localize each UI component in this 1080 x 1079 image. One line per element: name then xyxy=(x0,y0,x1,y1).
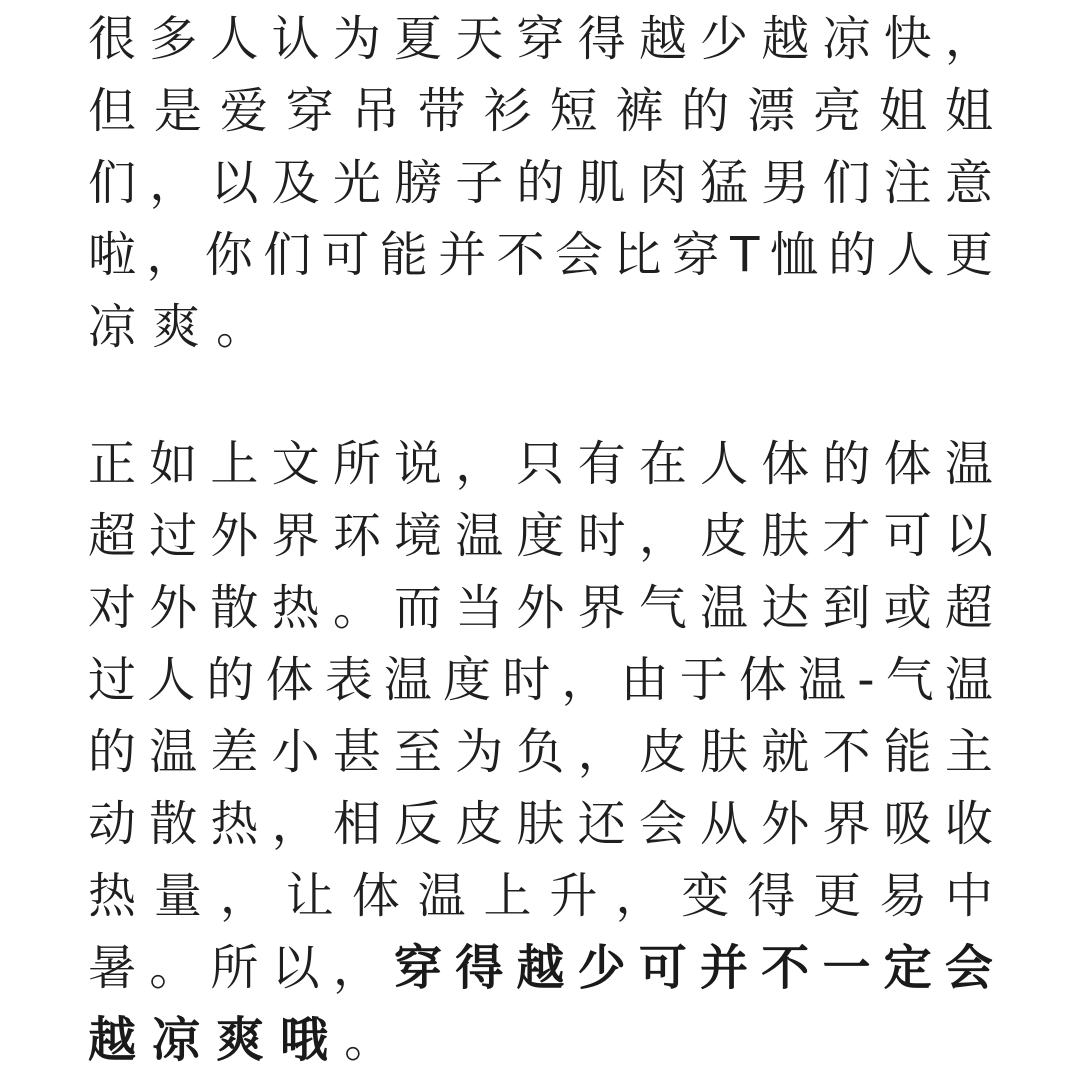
text-char: 易 xyxy=(879,868,928,924)
text-char: 让 xyxy=(285,868,334,924)
text-line xyxy=(88,1004,993,1076)
text-char: 上 xyxy=(210,436,259,492)
text-char: 穿 xyxy=(671,227,720,283)
text-char: 啦 xyxy=(88,227,137,283)
text-char: 注 xyxy=(883,155,932,211)
text-line xyxy=(88,500,993,572)
text-char: 穿 xyxy=(285,83,334,139)
text-char: 所 xyxy=(210,940,259,996)
text-char: ， xyxy=(455,436,504,492)
text-char: 热 xyxy=(271,580,320,636)
text-char: 穿 xyxy=(516,11,565,67)
text-char: 得 xyxy=(577,11,626,67)
text-line xyxy=(88,75,993,147)
text-char: 只 xyxy=(516,436,565,492)
text-char: 越 xyxy=(638,11,687,67)
text-char: 温 xyxy=(149,724,198,780)
text-char: ， xyxy=(577,724,626,780)
text-char: 温 xyxy=(700,580,749,636)
text-char: 时 xyxy=(577,508,626,564)
text-char: 达 xyxy=(761,580,810,636)
text-char: 认 xyxy=(271,11,320,67)
bold-text-char: 一 xyxy=(822,940,871,996)
text-char: 。 xyxy=(332,580,381,636)
text-char: 界 xyxy=(271,508,320,564)
text-char: 以 xyxy=(210,155,259,211)
text-char: 肤 xyxy=(761,508,810,564)
text-char: 会 xyxy=(555,227,604,283)
text-char: 热 xyxy=(210,796,259,852)
text-char: 温 xyxy=(944,652,993,708)
text-line xyxy=(88,860,993,932)
text-char: 越 xyxy=(761,11,810,67)
text-char: 猛 xyxy=(700,155,749,211)
text-char: 时 xyxy=(502,652,551,708)
text-char: 至 xyxy=(394,724,443,780)
text-char: 说 xyxy=(394,436,443,492)
text-char: 差 xyxy=(210,724,259,780)
text-char: 漂 xyxy=(747,83,796,139)
text-char: 人 xyxy=(886,227,935,283)
text-char: 很 xyxy=(88,11,137,67)
bold-text-char: 凉 xyxy=(152,1012,201,1068)
text-char: 姐 xyxy=(944,83,993,139)
text-char: 表 xyxy=(324,652,373,708)
text-char: 或 xyxy=(883,580,932,636)
text-char: ， xyxy=(149,155,198,211)
text-char: 人 xyxy=(147,652,196,708)
text-char: ， xyxy=(271,796,320,852)
text-char: 肤 xyxy=(700,724,749,780)
bold-text-char: 可 xyxy=(638,940,687,996)
text-char: 体 xyxy=(761,436,810,492)
text-char: 界 xyxy=(822,796,871,852)
text-char: 凉 xyxy=(88,299,137,355)
paragraph-2 xyxy=(88,428,993,1076)
text-char: 对 xyxy=(88,580,137,636)
text-char: 体 xyxy=(265,652,314,708)
text-char: 带 xyxy=(417,83,466,139)
text-char: 超 xyxy=(88,508,137,564)
text-char: 温 xyxy=(383,652,432,708)
text-char: 亮 xyxy=(813,83,862,139)
text-char: 中 xyxy=(944,868,993,924)
bold-text-char: 穿 xyxy=(394,940,443,996)
text-char: 多 xyxy=(149,11,198,67)
text-char: 意 xyxy=(944,155,993,211)
text-char: 而 xyxy=(394,580,443,636)
text-char: 。 xyxy=(344,1012,393,1068)
text-char: 相 xyxy=(332,796,381,852)
text-char: 反 xyxy=(394,796,443,852)
text-char: T xyxy=(730,227,760,283)
text-char: 不 xyxy=(496,227,545,283)
text-char: 气 xyxy=(638,580,687,636)
text-char: 们 xyxy=(88,155,137,211)
text-line xyxy=(88,3,993,75)
text-char: 有 xyxy=(577,436,626,492)
text-char: 男 xyxy=(761,155,810,211)
text-char: 暑 xyxy=(88,940,137,996)
text-line xyxy=(88,428,993,500)
text-char: 并 xyxy=(438,227,487,283)
bold-text-char: 会 xyxy=(944,940,993,996)
text-char: ， xyxy=(561,652,610,708)
text-char: 肤 xyxy=(516,796,565,852)
text-char: 爱 xyxy=(219,83,268,139)
text-char: 你 xyxy=(204,227,253,283)
text-char: 温 xyxy=(798,652,847,708)
text-char: 的 xyxy=(828,227,877,283)
text-char: 吸 xyxy=(883,796,932,852)
text-char: 度 xyxy=(516,508,565,564)
text-char: 正 xyxy=(88,436,137,492)
bold-text-char: 并 xyxy=(700,940,749,996)
text-char: 主 xyxy=(944,724,993,780)
text-char: 快 xyxy=(883,11,932,67)
text-char: 变 xyxy=(681,868,730,924)
text-char: 热 xyxy=(88,868,137,924)
text-char: 为 xyxy=(455,724,504,780)
text-char: 还 xyxy=(577,796,626,852)
text-line xyxy=(88,291,993,363)
text-char: 外 xyxy=(149,580,198,636)
text-char: 衫 xyxy=(483,83,532,139)
text-char: 短 xyxy=(549,83,598,139)
text-char: 裤 xyxy=(615,83,664,139)
text-char: 才 xyxy=(822,508,871,564)
text-char: 皮 xyxy=(455,796,504,852)
text-char: 超 xyxy=(944,580,993,636)
text-char: 膀 xyxy=(394,155,443,211)
bold-text-char: 越 xyxy=(516,940,565,996)
text-char: 外 xyxy=(516,580,565,636)
text-char: 不 xyxy=(822,724,871,780)
text-char: 收 xyxy=(944,796,993,852)
text-char: 如 xyxy=(149,436,198,492)
text-char: 外 xyxy=(210,508,259,564)
text-char: 就 xyxy=(761,724,810,780)
text-char: 温 xyxy=(944,436,993,492)
text-char: 界 xyxy=(577,580,626,636)
text-char: 上 xyxy=(483,868,532,924)
text-char: 。 xyxy=(216,299,265,355)
text-char: 的 xyxy=(822,436,871,492)
text-char: 以 xyxy=(271,940,320,996)
text-char: 体 xyxy=(351,868,400,924)
bold-text-char: 得 xyxy=(455,940,504,996)
text-char: 但 xyxy=(88,83,137,139)
text-char: 吊 xyxy=(351,83,400,139)
text-char: ， xyxy=(638,508,687,564)
text-char: 散 xyxy=(210,580,259,636)
text-char: 能 xyxy=(883,724,932,780)
text-char: 量 xyxy=(153,868,202,924)
text-char: 爽 xyxy=(152,299,201,355)
text-char: 会 xyxy=(638,796,687,852)
text-char: 散 xyxy=(149,796,198,852)
text-char: 更 xyxy=(944,227,993,283)
text-char: 在 xyxy=(638,436,687,492)
text-char: 文 xyxy=(271,436,320,492)
text-char: 小 xyxy=(271,724,320,780)
text-char: 肉 xyxy=(638,155,687,211)
bold-text-char: 少 xyxy=(577,940,626,996)
text-char: 天 xyxy=(455,11,504,67)
bold-text-char: 哦 xyxy=(280,1012,329,1068)
text-char: 为 xyxy=(332,11,381,67)
text-char: 负 xyxy=(516,724,565,780)
text-char: 肌 xyxy=(577,155,626,211)
paragraph-1 xyxy=(88,3,993,363)
text-char: 比 xyxy=(613,227,662,283)
text-char: 可 xyxy=(321,227,370,283)
text-line xyxy=(88,932,993,1004)
text-char: 以 xyxy=(944,508,993,564)
bold-text-char: 爽 xyxy=(216,1012,265,1068)
text-char: 于 xyxy=(679,652,728,708)
text-char: 甚 xyxy=(332,724,381,780)
text-char: ， xyxy=(146,227,195,283)
text-char: 的 xyxy=(681,83,730,139)
text-char: 气 xyxy=(885,652,934,708)
text-char: 们 xyxy=(263,227,312,283)
bold-text-char: 越 xyxy=(88,1012,137,1068)
text-char: 升 xyxy=(549,868,598,924)
text-char: 境 xyxy=(394,508,443,564)
text-line xyxy=(88,788,993,860)
text-char: ， xyxy=(219,868,268,924)
text-char: 可 xyxy=(883,508,932,564)
text-char: 的 xyxy=(206,652,255,708)
bold-text-char: 定 xyxy=(883,940,932,996)
text-char: 是 xyxy=(153,83,202,139)
text-line xyxy=(88,716,993,788)
text-char: 夏 xyxy=(394,11,443,67)
text-char: 动 xyxy=(88,796,137,852)
text-char: 温 xyxy=(417,868,466,924)
text-char: 体 xyxy=(883,436,932,492)
text-char: 环 xyxy=(332,508,381,564)
text-char: 由 xyxy=(620,652,669,708)
text-char: 光 xyxy=(332,155,381,211)
bold-text-char: 不 xyxy=(761,940,810,996)
text-char: 的 xyxy=(516,155,565,211)
text-char: 到 xyxy=(822,580,871,636)
text-char: - xyxy=(857,652,875,708)
text-line xyxy=(88,572,993,644)
text-char: 们 xyxy=(822,155,871,211)
text-char: 外 xyxy=(761,796,810,852)
text-char: 。 xyxy=(149,940,198,996)
text-char: 从 xyxy=(700,796,749,852)
text-char: 少 xyxy=(700,11,749,67)
text-line xyxy=(88,219,993,291)
text-char: 度 xyxy=(443,652,492,708)
text-char: 人 xyxy=(210,11,259,67)
text-char: 恤 xyxy=(769,227,818,283)
text-char: 凉 xyxy=(822,11,871,67)
text-char: 过 xyxy=(149,508,198,564)
text-line xyxy=(88,644,993,716)
text-char: 体 xyxy=(738,652,787,708)
text-char: 能 xyxy=(379,227,428,283)
text-char: 子 xyxy=(455,155,504,211)
text-char: 温 xyxy=(455,508,504,564)
text-char: 皮 xyxy=(700,508,749,564)
text-char: 及 xyxy=(271,155,320,211)
text-char: 得 xyxy=(747,868,796,924)
text-char: ， xyxy=(944,11,993,67)
text-char: 姐 xyxy=(879,83,928,139)
text-char: 更 xyxy=(813,868,862,924)
text-char: 过 xyxy=(88,652,137,708)
text-char: 的 xyxy=(88,724,137,780)
text-char: ， xyxy=(615,868,664,924)
text-char: 人 xyxy=(700,436,749,492)
text-char: 所 xyxy=(332,436,381,492)
text-char: 皮 xyxy=(638,724,687,780)
text-char: ， xyxy=(332,940,381,996)
text-char: 当 xyxy=(455,580,504,636)
text-line xyxy=(88,147,993,219)
